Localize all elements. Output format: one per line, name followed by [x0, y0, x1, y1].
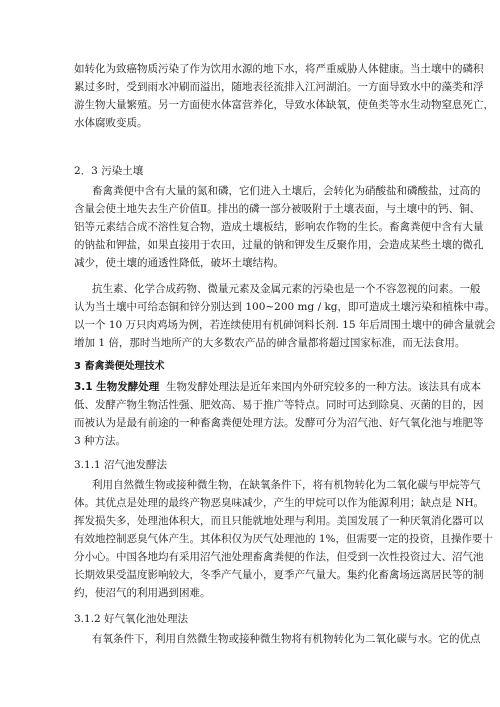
- paragraph-line: 铝等元素结合成不溶性复合物，造成土壤板结，影响农作物的生长。畜禽粪便中含有大量: [74, 221, 484, 233]
- section-heading-3-1-1: 3.1.1 沼气池发酵法: [74, 459, 168, 471]
- paragraph-line: 长期效果受温度影响较大，冬季产气量小，夏季产气量大。集约化畜禽场远离居民等的制: [74, 569, 484, 581]
- paragraph-line: 体。其优点是处理的最终产物恶臭味减少，产生的甲烷可以作为能源利用；缺点是 NH。: [74, 497, 485, 509]
- paragraph-line: 低、发酵产物生物活性强、肥效高、易于推广等特点。同时可达到除臭、灭菌的目的，因: [74, 399, 484, 411]
- paragraph-line: 增加 1 倍，那时当地所产的大多数农产品的砷含量都将超过国家标准，而无法食用。: [74, 337, 466, 349]
- section-heading-2-3: 2．3 污染土壤: [74, 165, 144, 177]
- section-heading-3-1-2: 3.1.2 好气氧化池处理法: [74, 613, 189, 625]
- paragraph-line: 游生物大量繁殖。另一方面使水体富营养化，导致水体缺氧，使鱼类等水生动物窒息死亡，: [74, 99, 494, 111]
- paragraph-line: 减少，使土壤的通透性降低，破坏土壤结构。: [74, 257, 284, 269]
- section-heading-3: 3 畜禽粪便处理技术: [74, 361, 165, 372]
- paragraph-line: 约，使沼气的利用遇到困难。: [74, 587, 211, 599]
- subsection-lead-3-1: 3.1 生物发酵处理: [74, 381, 160, 393]
- paragraph-line: 累过多时，受到雨水冲刷而溢出，随地表径流排入江河湖泊。一方面导致水中的藻类和浮: [74, 81, 484, 93]
- paragraph-line: 认为当土壤中可给态铜和锌分别达到 100~200 mg / kg，即可造成土壤污染和植株中毒。: [74, 301, 496, 313]
- paragraph-text: 生物发酵处理法是近年来国内外研究较多的一种方法。该法具有成本: [165, 381, 481, 393]
- paragraph-line: 利用自然微生物或接种微生物，在缺氧条件下，将有机物转化为二氧化碳与甲烷等气: [92, 479, 481, 491]
- paragraph-line: 如转化为致癌物质污染了作为饮用水源的地下水，将严重威胁人体健康。当土壤中的磷积: [74, 63, 484, 75]
- paragraph-line: 有氧条件下，利用自然微生物或接种微生物将有机物转化为二氧化碳与水。它的优点: [92, 633, 481, 645]
- paragraph-line: 水体腐败变质。: [74, 117, 148, 129]
- paragraph-line: 抗生素、化学合成药物、微量元素及金属元素的污染也是一个不容忽视的问素。一般: [92, 283, 481, 295]
- paragraph-line: 3 种方法。: [74, 435, 127, 447]
- paragraph-line: 以一个 10 万只肉鸡场为例，若连续使用有机砷饲料长剂. 15 年后周围土壤中的砷含量就会: [74, 319, 496, 331]
- paragraph-line: 有效地控制恶臭气体产生。其体积仅为厌气处理池的 1%，但需要一定的投资，且操作要十: [74, 533, 493, 545]
- paragraph-line: 的钠盐和钾盐，如果直接用于农田，过量的钠和钾发生反聚作用，会造成某些土壤的微孔: [74, 239, 484, 251]
- paragraph-line: 挥发损失多，处理池体积大，而且只能就地处理与利用。美国发展了一种厌氧消化器可以: [74, 515, 484, 527]
- paragraph-line: 分小心。中国各地均有采用沼气池处理畜禽粪便的作法，但受到一次性投资过大、沼气池: [74, 551, 484, 563]
- paragraph-line: 含量会使土地失去生产价值Ⅱ。排出的磷一部分被吸附于土壤表面，与土壤中的钙、铜、: [74, 203, 481, 215]
- paragraph-line: [74, 380, 481, 394]
- paragraph-line: 而被认为是最有前途的一种畜禽粪便处理方法。发酵可分为沼气池、好气氧化池与堆肥等: [74, 417, 484, 429]
- paragraph-line: 畜禽粪便中含有大量的氮和磷，它们进入土壤后，会转化为硝酸盐和磷酸盐，过高的: [92, 185, 481, 197]
